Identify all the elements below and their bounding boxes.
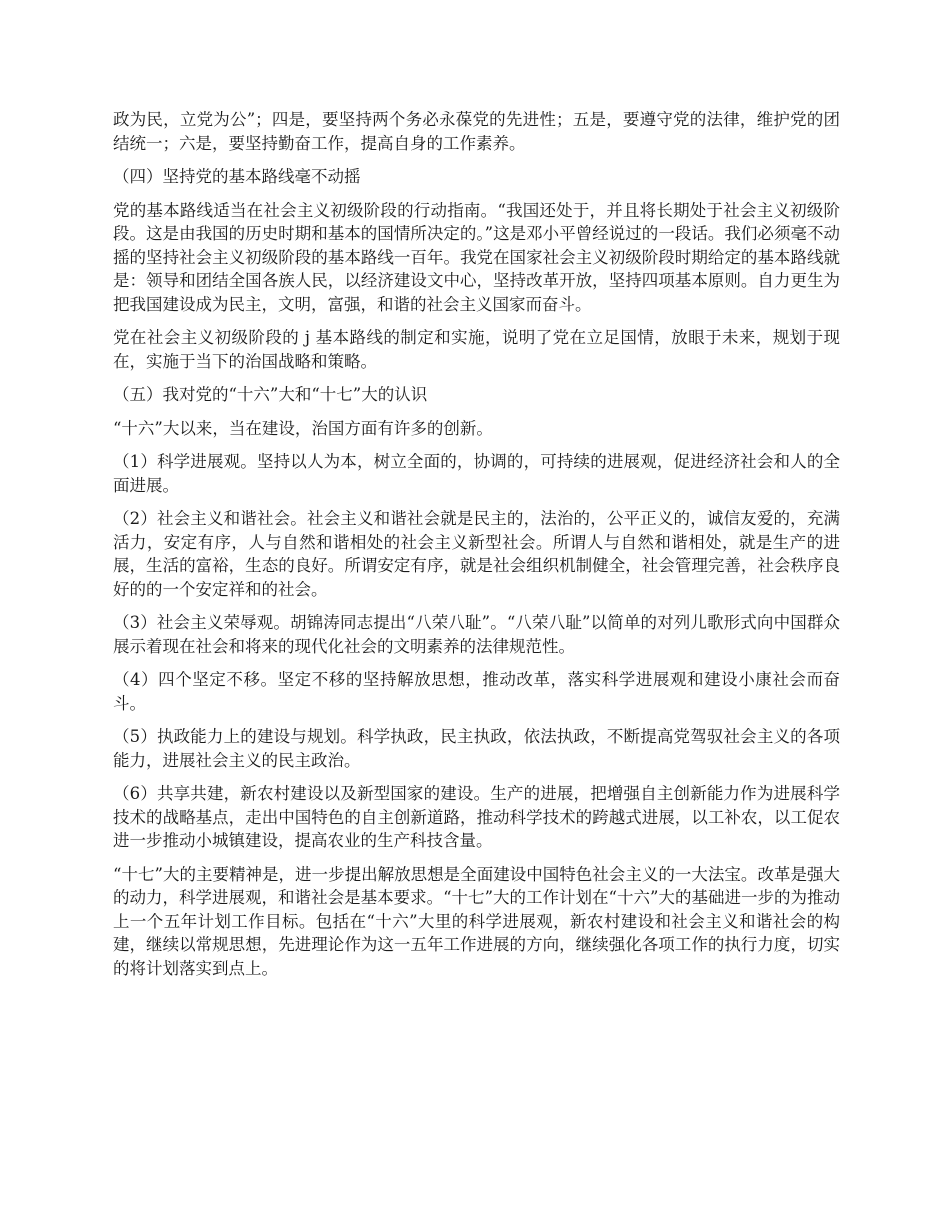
document-body: [113, 108, 840, 990]
paragraph-continuation: 政为民，立党为公”；四是，要坚持两个务必永葆党的先进性；五是，要遵守党的法律，维护党的团结统一；六是，要坚持勤奋工作，提高自身的工作素养。: [113, 110, 840, 153]
paragraph-sixteenth-congress-intro: “十六”大以来，当在建设，治国方面有许多的创新。: [113, 418, 493, 438]
list-item-5: （5）执政能力上的建设与规划。科学执政，民主执政，依法执政，不断提高党驾驭社会主义的各项能力，进展社会主义的民主政治。: [113, 727, 840, 770]
list-item-6: （6）共享共建，新农村建设以及新型国家的建设。生产的进展，把增强自主创新能力作为进展科学技术的战略基点，走出中国特色的自主创新道路，推动科学技术的跨越式进展，以工补农，以工促农进一步推动小城镇建设，提高农业的生产科技含量。: [113, 784, 840, 850]
list-item-4: （4）四个坚定不移。坚定不移的坚持解放思想，推动改革，落实科学进展观和建设小康社会而奋斗。: [113, 670, 840, 713]
section-heading-four: （四）坚持党的基本路线毫不动摇: [113, 167, 361, 186]
list-item-3: （3）社会主义荣辱观。胡锦涛同志提出“八荣八耻”。“八荣八耻”以简单的对列儿歌形式向中国群众展示着现在社会和将来的现代化社会的文明素养的法律规范性。: [113, 613, 840, 656]
paragraph-basic-line-implementation: 党在社会主义初级阶段的 j 基本路线的制定和实施，说明了党在立足国情，放眼于未来，规划于现在，实施于当下的治国战略和策略。: [113, 328, 840, 371]
paragraph-seventeenth-congress: “十七”大的主要精神是，进一步提出解放思想是全面建设中国特色社会主义的一大法宝。改革是强大的动力，科学进展观，和谐社会是基本要求。“十七”大的工作计划在“十六”大的基础进一步的为推动上一个五年计划工作目标。包括在“十六”大里的科学进展观，新农村建设和社会主义和谐社会的构建，继续以常规思想，先进理论作为这一五年工作进展的方向，继续强化各项工作的执行力度，切实的将计划落实到点上。: [113, 864, 840, 978]
list-item-2: （2）社会主义和谐社会。社会主义和谐社会就是民主的，法治的，公平正义的，诚信友爱的，充满活力，安定有序，人与自然和谐相处的社会主义新型社会。所谓人与自然和谐相处，就是生产的进展，生活的富裕，生态的良好。所谓安定有序，就是社会组织机制健全，社会管理完善，社会秩序良好的的一个安定祥和的社会。: [113, 509, 840, 599]
section-heading-five: （五）我对党的“十六”大和“十七”大的认识: [113, 385, 428, 404]
list-item-1: （1）科学进展观。坚持以人为本，树立全面的，协调的，可持续的进展观，促进经济社会和人的全面进展。: [113, 452, 840, 495]
paragraph-basic-line: 党的基本路线适当在社会主义初级阶段的行动指南。“我国还处于，并且将长期处于社会主义初级阶段。这是由我国的历史时期和基本的国情所决定的。”这是邓小平曾经说过的一段话。我们必须毫不动摇的坚持社会主义初级阶段的基本路线一百年。我党在国家社会主义初级阶段时期给定的基本路线就是：领导和团结全国各族人民，以经济建设文中心，坚持改革开放，坚持四项基本原则。自力更生为把我国建设成为民主，文明，富强，和谐的社会主义国家而奋斗。: [113, 200, 840, 314]
